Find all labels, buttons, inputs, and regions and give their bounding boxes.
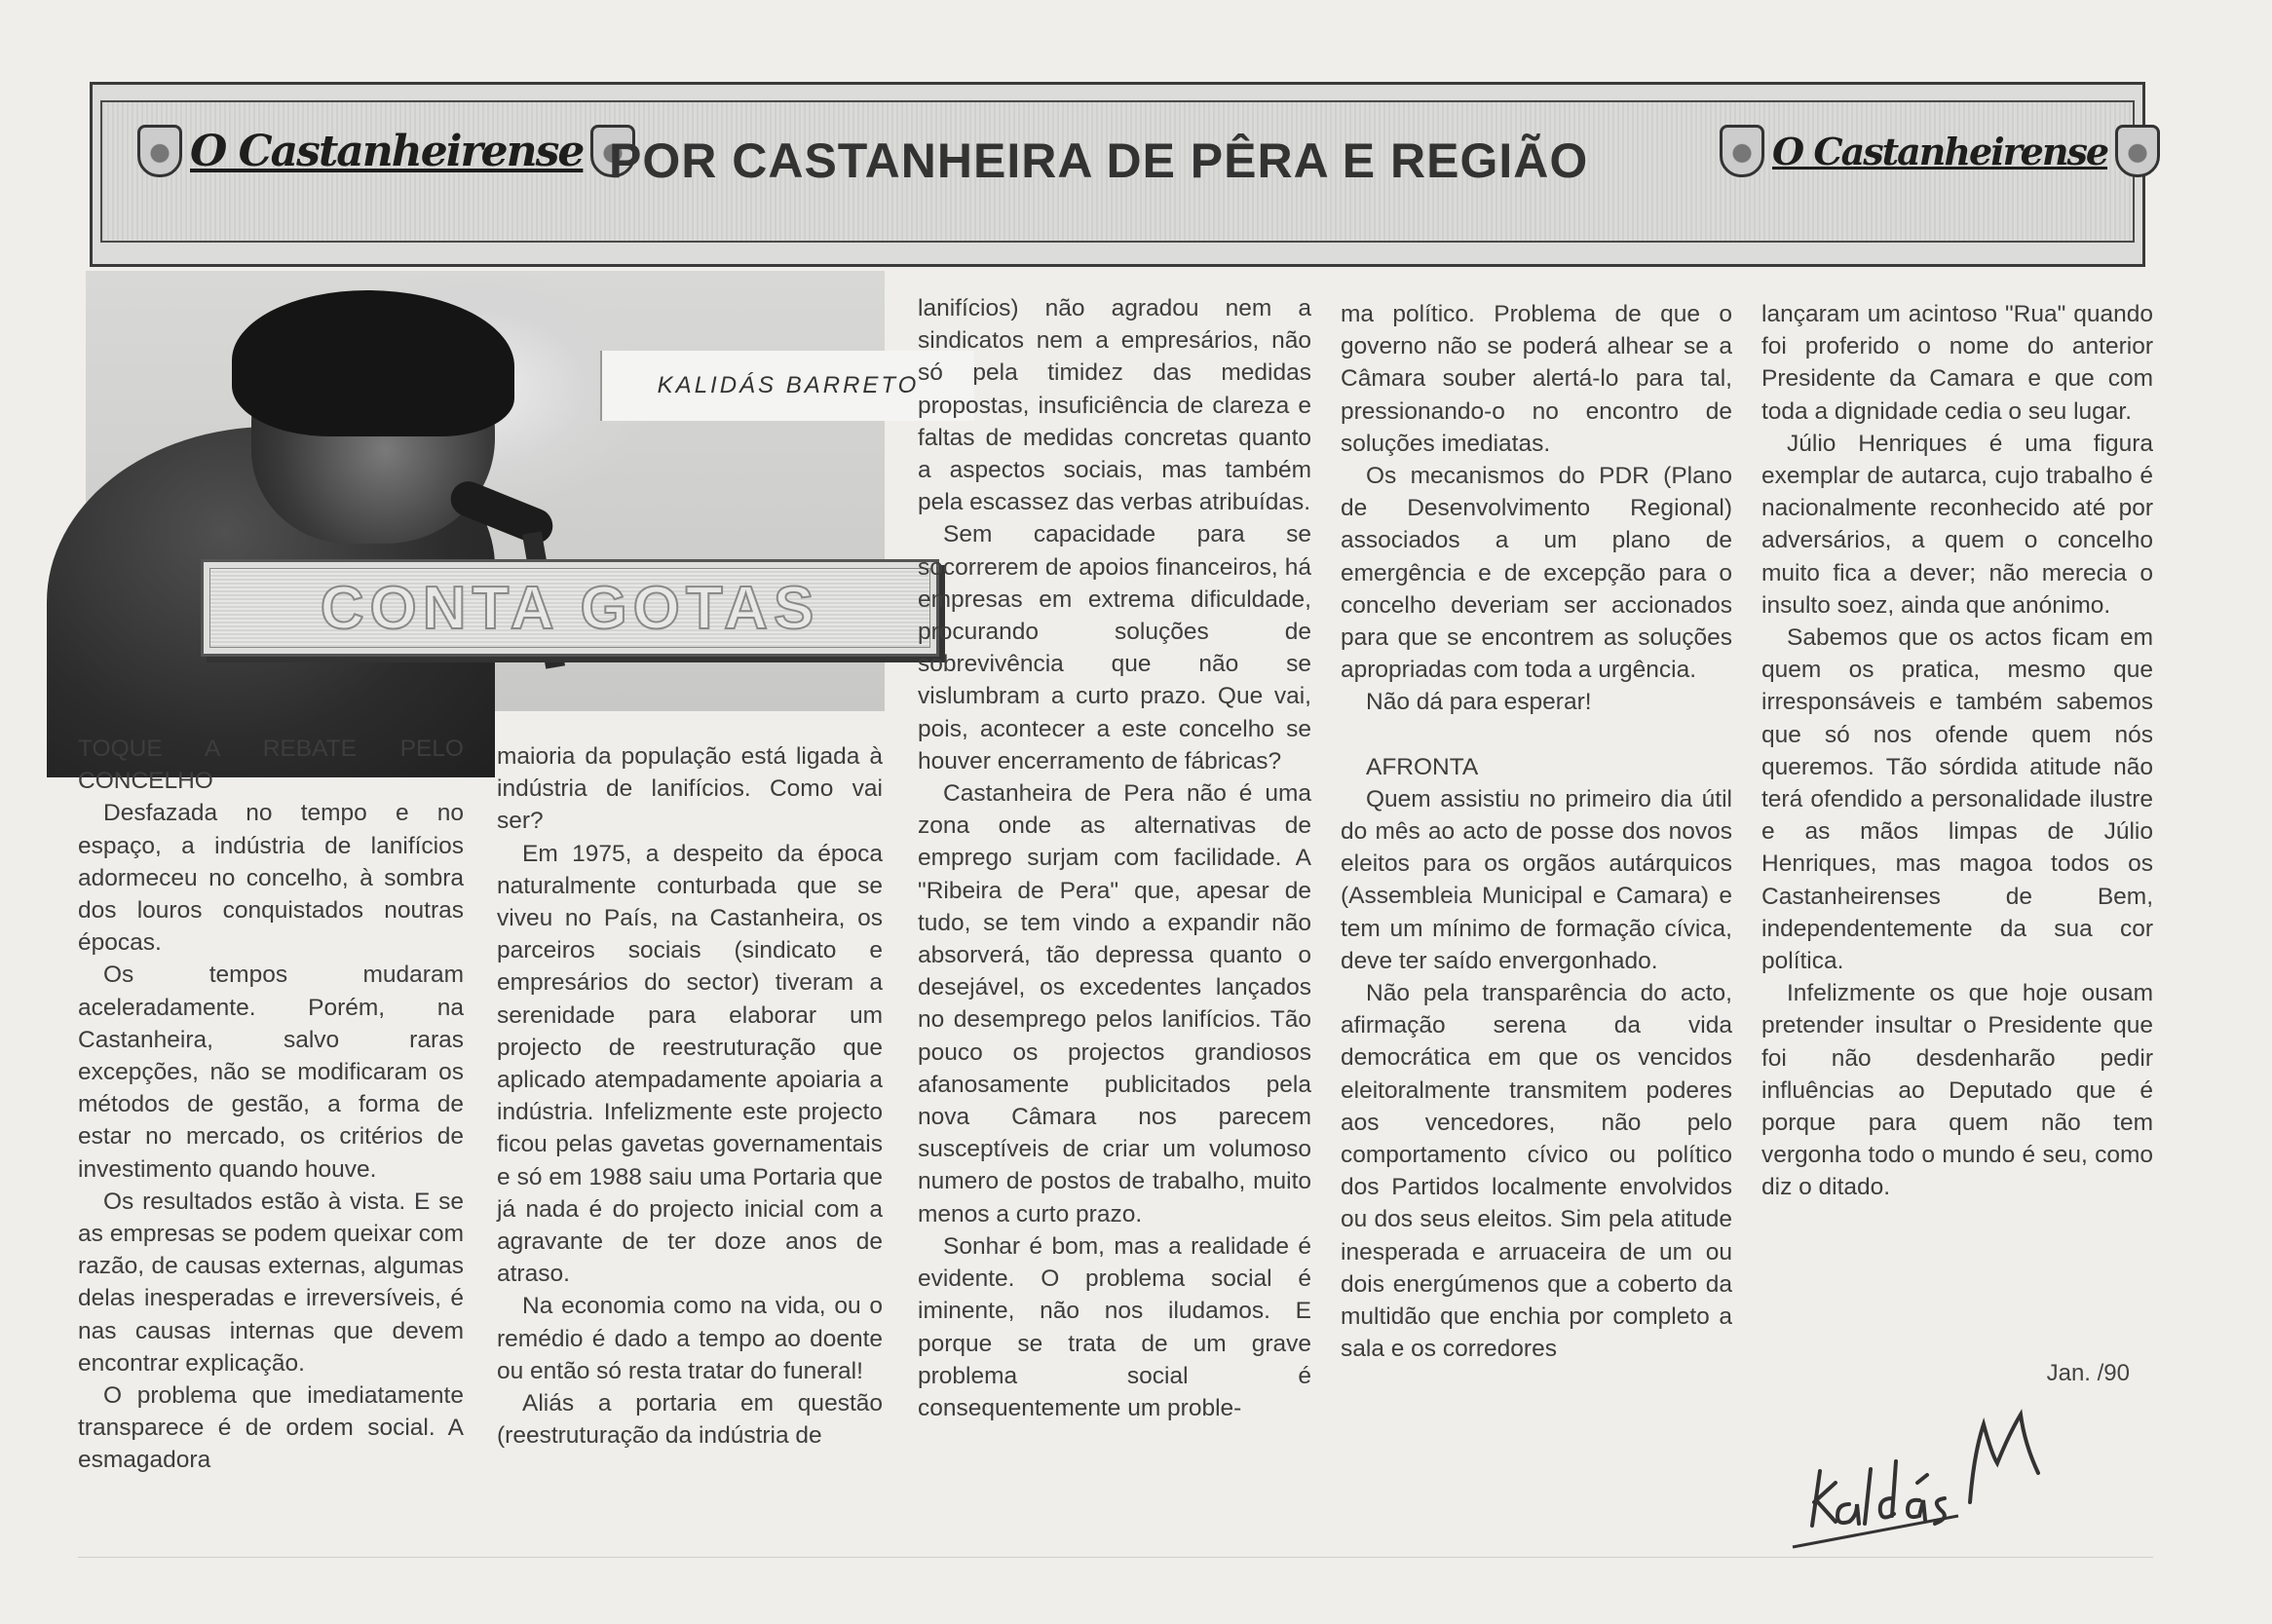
text-column-5 — [1761, 298, 2153, 1204]
article-paragraph: Os resultados estão à vista. E se as empresas se podem queixar com razão, de causas externas, algumas delas inesperadas e irreversíveis, é nas causas internas que devem encontrar explicação. — [78, 1188, 464, 1377]
article-paragraph: Não dá para esperar! — [1366, 689, 1592, 716]
column-title: CONTA GOTAS — [320, 574, 820, 642]
crest-icon — [137, 125, 182, 177]
article-paragraph: Castanheira de Pera não é uma zona onde as alternativas de emprego surjam com facilidade. A "Ribeira de Pera" que, apesar de tudo, se tem vindo a expandir não absorverá, tão depressa quanto o desejável, os excedentes lançados no desemprego pelos lanifícios. Tão pouco os projectos grandiosos afanosamente publicitados pela nova Câmara nos parecem susceptíveis de criar um volumoso numero de postos de trabalho, muito menos a curto prazo. — [918, 780, 1311, 1227]
text-column-4 — [1341, 298, 1732, 1366]
logo-wordmark: O Castanheirense — [190, 126, 584, 176]
author-caption: KALIDÁS BARRETO — [600, 351, 974, 421]
column-title-inner — [209, 568, 930, 648]
crest-icon — [2115, 125, 2160, 177]
photo-hair-shape — [232, 290, 514, 436]
masthead-banner — [90, 82, 2145, 267]
article-paragraph: Sabemos que os actos ficam em quem os pratica, mesmo que irresponsáveis e também sabemos que só nos ofende quem nós queremos. Tão sórdida atitude não terá ofendido a personalidade ilustre e as mãos limpas de Júlio Henriques, mas magoa todos os Castanheirenses de Bem, independentemente da sua cor política. — [1761, 624, 2153, 975]
article-paragraph: AFRONTA — [1366, 753, 1479, 780]
article-paragraph: maioria da população está ligada à indústria de lanifícios. Como vai ser? — [497, 743, 883, 835]
article-paragraph: Os mecanismos do PDR (Plano de Desenvolvimento Regional) associados a um plano de emergência e de excepção para o concelho deveriam ser accionados para que se encontrem as soluções apropriadas com toda a urgência. — [1341, 463, 1732, 684]
article-paragraph: Sonhar é bom, mas a realidade é evidente. O problema social é iminente, não nos iludamos. E porque se trata de um grave problema social é consequentemente um proble- — [918, 1232, 1311, 1421]
masthead-logo-left — [137, 120, 605, 182]
article-paragraph: Quem assistiu no primeiro dia útil do mês ao acto de posse dos novos eleitos para os orgãos autárquicos (Assembleia Municipal e Camara) e tem um mínimo de formação cívica, deve ter saído envergonhado. — [1341, 785, 1732, 974]
article-heading: TOQUE A REBATE PELO CONCELHO — [78, 736, 464, 795]
logo-wordmark: O Castanheirense — [1772, 129, 2108, 173]
masthead-logo-right — [1720, 120, 2109, 182]
crest-icon — [1720, 125, 1764, 177]
paragraph-spacer — [1341, 719, 1732, 751]
author-photo — [86, 271, 920, 711]
article-paragraph: Os tempos mudaram aceleradamente. Porém, na Castanheira, salvo raras excepções, não se modificaram os métodos de gestão, a forma de estar no mercado, os critérios de investimento quando houve. — [78, 962, 464, 1183]
article-date: Jan. /90 — [2046, 1360, 2130, 1386]
article-paragraph: ma político. Problema de que o governo não se poderá alhear se a Câmara souber alertá-lo para tal, pressionando-o no encontro de soluções imediatas. — [1341, 301, 1732, 457]
article-paragraph: Aliás a portaria em questão (reestruturação da indústria de — [497, 1390, 883, 1450]
article-paragraph: Desfazada no tempo e no espaço, a indústria de lanifícios adormeceu no concelho, à sombra dos louros conquistados noutras épocas. — [78, 800, 464, 957]
text-column-1 — [78, 733, 464, 1477]
article-paragraph: Não pela transparência do acto, afirmação serena da vida democrática em que os vencidos eleitoralmente transmitem poderes aos vencedores, não pelo comportamento cívico ou político dos Partidos localmente envolvidos ou dos seus eleitos. Sim pela atitude inesperada e arruaceira de um ou dois energúmenos que a coberto da multidão que enchia por completo a sala e os corredores — [1341, 980, 1732, 1363]
signature-drawing — [1763, 1401, 2095, 1567]
text-column-3 — [918, 292, 1311, 1424]
column-title-box — [201, 559, 939, 657]
article-paragraph: Infelizmente os que hoje ousam pretender insultar o Presidente que foi não desdenharão pedir influências ao Deputado que é porque para quem não tem vergonha todo o mundo é seu, como diz o ditado. — [1761, 980, 2153, 1201]
signature — [1763, 1401, 2095, 1567]
bottom-rule — [78, 1557, 2153, 1558]
article-paragraph: Na economia como na vida, ou o remédio é dado a tempo ao doente ou então só resta tratar do funeral! — [497, 1293, 883, 1384]
text-column-2 — [497, 740, 883, 1452]
section-title: POR CASTANHEIRA DE PÊRA E REGIÃO — [609, 133, 1589, 188]
article-paragraph: lanifícios) não agradou nem a sindicatos nem a empresários, não só pela timidez das medidas propostas, insuficiência de clareza e faltas de medidas concretas quanto a aspectos sociais, mas também pela escassez das verbas atribuídas. — [918, 295, 1311, 516]
article-paragraph: Sem capacidade para se socorrerem de apoios financeiros, há empresas em extrema dificuldade, procurando soluções de sobrevivência que não se vislumbram a curto prazo. Que vai, pois, acontecer a este concelho se houver encerramento de fábricas? — [918, 521, 1311, 774]
article-paragraph: Júlio Henriques é uma figura exemplar de autarca, cujo trabalho é nacionalmente reconhecido até por adversários, a quem o concelho muito fica a dever; não merecia o insulto soez, ainda que anónimo. — [1761, 430, 2153, 619]
article-paragraph: lançaram um acintoso "Rua" quando foi proferido o nome do anterior Presidente da Camara e que com toda a dignidade cedia o seu lugar. — [1761, 301, 2153, 425]
article-paragraph: O problema que imediatamente transparece é de ordem social. A esmagadora — [78, 1382, 464, 1474]
article-paragraph: Em 1975, a despeito da época naturalmente conturbada que se viveu no País, na Castanheira, os parceiros sociais (sindicato e empresários do sector) tiveram a serenidade para elaborar um projecto de reestruturação que aplicado atempadamente apoiaria a indústria. Infelizmente este projecto ficou pelas gavetas governamentais e só em 1988 saiu uma Portaria que já nada é do projecto inicial com a agravante de ter doze anos de atraso. — [497, 840, 883, 1288]
